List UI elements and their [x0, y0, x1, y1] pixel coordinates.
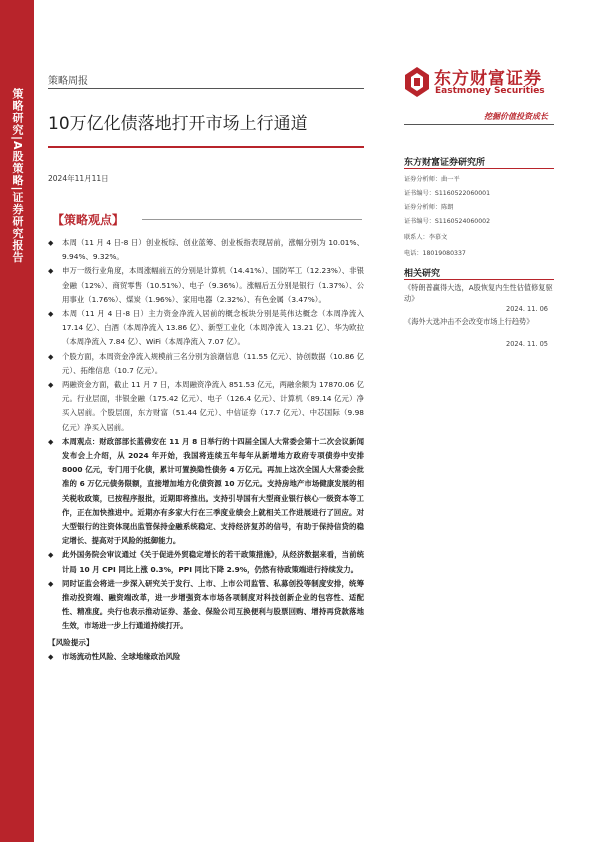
- bullet-item: [48, 264, 364, 307]
- risk-item: [48, 650, 364, 664]
- analyst-line: 证券分析师：陈朗: [404, 204, 454, 211]
- diamond-bullet-icon: ◆: [48, 310, 54, 319]
- bullet-item: [48, 307, 364, 350]
- diamond-bullet-icon: ◆: [48, 352, 54, 361]
- related-title: 相关研究: [404, 269, 441, 279]
- sidebar-text: 策略研究|A股策略|证券研究报告: [11, 88, 24, 264]
- related-report-link[interactable]: 《海外大选冲击不会改变市场上行趋势》: [404, 317, 534, 326]
- bullet-item-bold: [48, 435, 364, 549]
- phone-line: 电话：18019080337: [404, 250, 466, 257]
- logo-icon: [404, 66, 430, 98]
- related-divider: [404, 279, 554, 280]
- right-divider: [404, 124, 554, 125]
- bullet-text: 此外国务院会审议通过《关于促进外贸稳定增长的若干政策措施》，从经济数据来看，当前统计局 10 月 CPI 同比上涨 0.3%，PPI 同比下降 2.9%，仍然有待政策端进行持续发力。: [62, 550, 364, 574]
- bullet-item: [48, 350, 364, 378]
- related-report-link[interactable]: 《特朗普赢得大选，A股恢复内生性估值修复驱动》: [404, 283, 553, 303]
- cert-line: 证书编号：S1160524060002: [404, 218, 491, 225]
- bullet-text: 申万一级行业角度，本周涨幅前五的分别是计算机（14.41%）、国防军工（12.23%）、非银金融（12%）、商贸零售（10.51%）、电子（9.36%）。涨幅后五分别是银行（1.37%）、公用事业（1.76%）、煤炭（1.96%）、家用电器（2.32%）、有色金属（3.47%）。: [62, 266, 364, 304]
- risk-title: 【风险提示】: [48, 637, 94, 647]
- report-date: 2024年11月11日: [48, 174, 109, 183]
- page-title: 10万亿化债落地打开市场上行通道: [48, 114, 308, 134]
- report-type: 策略周报: [48, 76, 88, 87]
- institute-name: 东方财富证券研究所: [404, 158, 486, 168]
- bullet-text: 个股方面，本周资金净流入规模前三名分别为浪潮信息（11.55 亿元）、协创数据（10.86 亿元）、拓维信息（10.7 亿元）。: [62, 351, 364, 375]
- bullet-item-bold: [48, 548, 364, 576]
- diamond-bullet-icon: ◆: [48, 579, 54, 588]
- bullet-text: 本周（11 月 4 日-8 日）创业板综、创业蓝筹、创业板指表现居前，涨幅分别为 10.01%、9.94%、9.32%。: [62, 238, 364, 262]
- brand-name-en: Eastmoney Securities: [435, 86, 545, 96]
- bullet-text: 本周观点：财政部部长蓝佛安在 11 月 8 日举行的十四届全国人大常委会第十二次会议新闻发布会上介绍，从 2024 年开始，我国将连续五年每年从新增地方政府专项债券中安排 8000 亿元，专门用于化债，累计可置换隐性债务 4 万亿元。再加上这次全国人大常委会批准的 6 万亿元债务限额，直接增加地方化债资源 10 万亿元。支持房地产市场健康发展的相关税收政策，已按程序报批，近期即将推出。支持引导国有大型商业银行核心一级资本等工作，正在加快推进中。近期亦有多家大行在三季度业绩会上就相关工作进展进行了回应。对大型银行的注资体现出监管保持金融系统稳定、支持经济复苏的信号，有助于保持信贷的稳定增长、提高对于风险的抵御能力。: [62, 436, 364, 546]
- sidebar: [0, 0, 34, 842]
- brand-tagline: 挖掘价值投资成长: [484, 112, 548, 121]
- risk-text: 市场流动性风险、全球地缘政治风险: [62, 651, 181, 661]
- bullet-text: 同时证监会将进一步深入研究关于发行、上市、上市公司监管、私募创投等制度安排，统筹推动投资端、融资端改革，进一步增强资本市场各项制度对科技创新企业的包容性、适配性、精准度。央行也表示推动证券、基金、保险公司互换便利与股票回购、增持再贷款落地生效，市场进一步上行通道持续打开。: [62, 578, 364, 631]
- section-divider: [142, 219, 362, 220]
- bullet-item: [48, 236, 364, 264]
- diamond-bullet-icon: ◆: [48, 381, 54, 390]
- diamond-bullet-icon: ◆: [48, 652, 54, 661]
- contact-line: 联系人：李慕文: [404, 234, 448, 241]
- institute-divider: [404, 168, 554, 169]
- bullet-text: 两融资金方面，截止 11 月 7 日，本周融资净流入 851.53 亿元，两融余额为 17870.06 亿元。行业层面，非银金融（175.42 亿元）、电子（126.4 亿元）、计算机（89.14 亿元）净买入居前。个股层面，东方财富（51.44 亿元）、中信证券（17.7 亿元）、中芯国际（9.98 亿元）净买入居前。: [62, 380, 364, 432]
- brand-logo: [404, 64, 554, 104]
- related-report-date: 2024. 11. 05: [506, 340, 548, 348]
- diamond-bullet-icon: ◆: [48, 239, 54, 247]
- bullet-item-bold: [48, 577, 364, 634]
- section-title: 【策略观点】: [52, 213, 125, 227]
- diamond-bullet-icon: ◆: [48, 267, 54, 276]
- top-divider: [48, 88, 364, 89]
- diamond-bullet-icon: ◆: [48, 551, 54, 560]
- related-report-date: 2024. 11. 06: [506, 305, 548, 313]
- analyst-line: 证券分析师：曲一平: [404, 176, 460, 183]
- diamond-bullet-icon: ◆: [48, 437, 54, 446]
- cert-line: 证书编号：S1160522060001: [404, 190, 491, 197]
- brand-name-cn: 东方财富证券: [434, 69, 542, 89]
- title-divider: [48, 146, 364, 148]
- bullet-item: [48, 378, 364, 435]
- main-content: [48, 236, 364, 664]
- bullet-text: 本周（11 月 4 日-8 日）主力资金净流入居前的概念板块分别是英伟达概念（本周净流入 17.14 亿）、白酒（本周净流入 13.86 亿）、新型工业化（本周净流入 13.21 亿）、华为欧拉（本周净流入 7.84 亿）、WiFi（本周净流入 7.07 亿）。: [62, 309, 364, 347]
